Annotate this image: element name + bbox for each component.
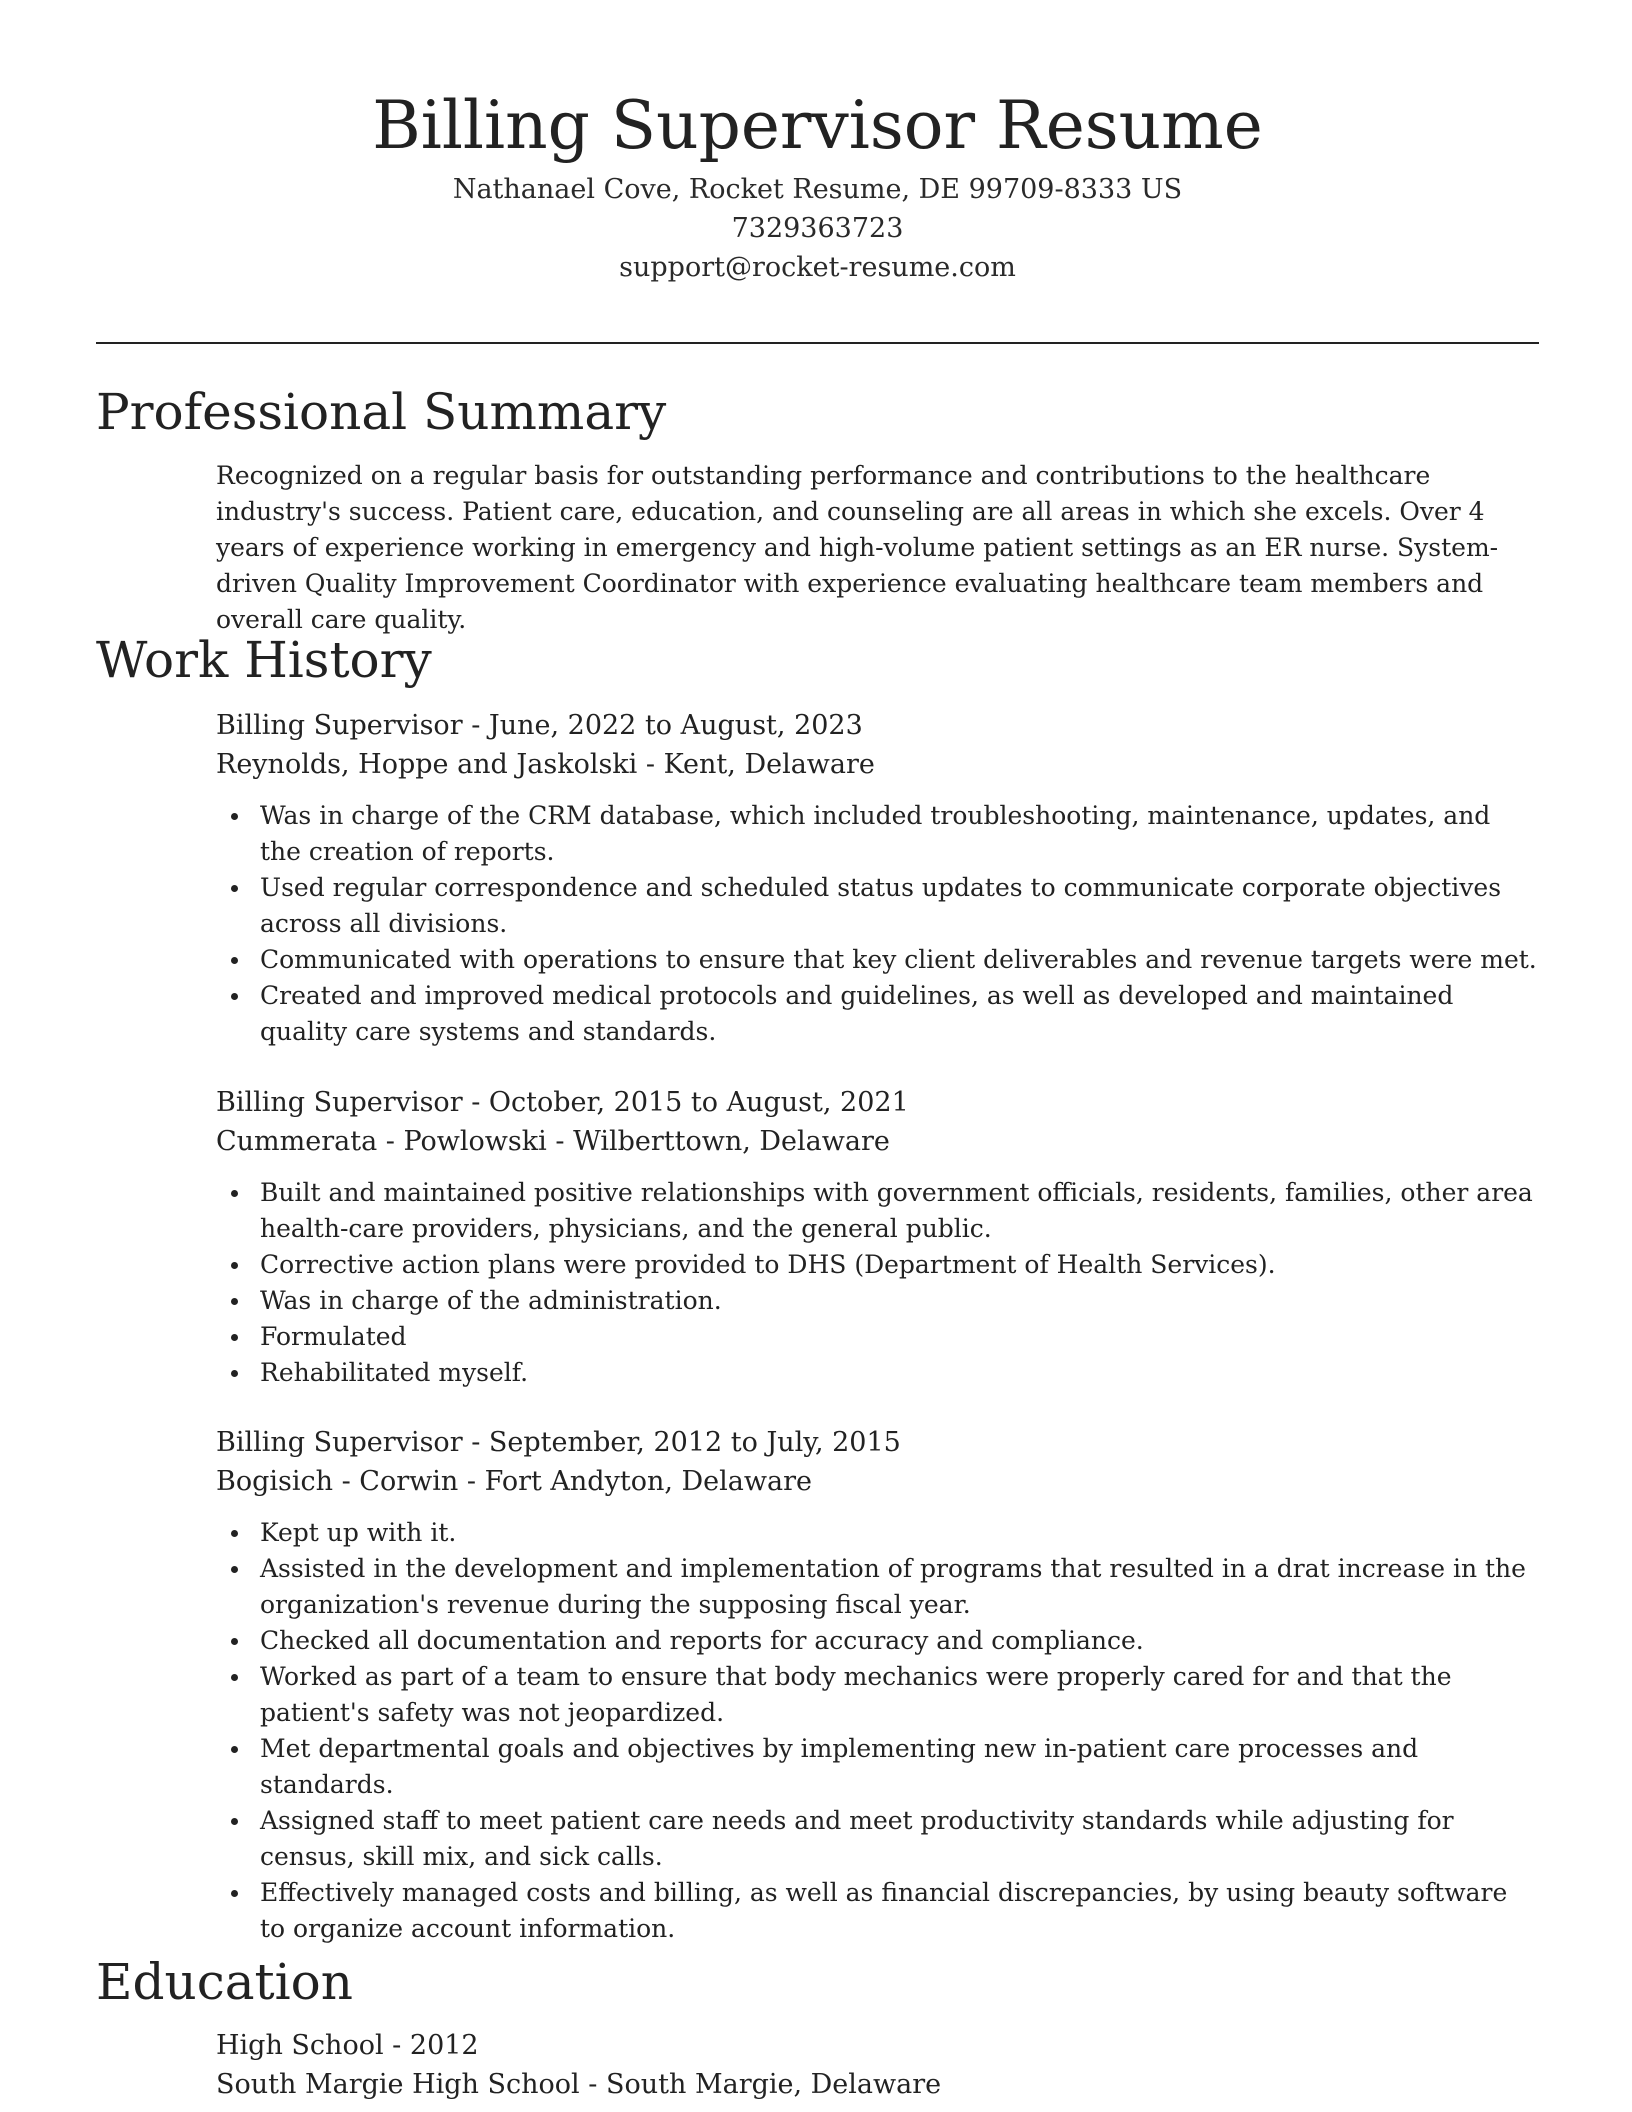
job-bullets <box>216 1175 1539 1391</box>
job-dates: June, 2022 to August, 2023 <box>488 710 863 741</box>
education-school: South Margie High School <box>216 2069 580 2100</box>
summary-text: Recognized on a regular basis for outstanding performance and contributions to the healthcare industry's success. Patient care, education, and counseling are all areas in which she excels. Over 4 years of experience working in emergency and high-volume patient settings as an ER nurse. System-driven Quality Improvement Coordinator with experience evaluating healthcare team members and overall care quality. <box>216 461 1499 634</box>
job-title-line <box>216 706 1539 745</box>
job-bullet: Used regular correspondence and scheduled status updates to communicate corporate objectives across all divisions. <box>260 870 1539 942</box>
job-bullet: Built and maintained positive relationships with government officials, residents, families, other area health-care providers, physicians, and the general public. <box>260 1175 1539 1247</box>
job-bullet: Worked as part of a team to ensure that body mechanics were properly cared for and that the patient's safety was not jeopardized. <box>260 1659 1539 1731</box>
job-title: Billing Supervisor <box>216 1427 463 1458</box>
summary-section <box>216 458 1539 638</box>
job-dates: October, 2015 to August, 2021 <box>488 1087 909 1118</box>
job-bullet: Communicated with operations to ensure that key client deliverables and revenue targets were met. <box>260 942 1539 978</box>
job-bullets <box>216 1515 1539 1947</box>
contact-phone: 7329363723 <box>731 213 904 244</box>
job-location: Fort Andyton, Delaware <box>484 1466 812 1497</box>
education-school-line <box>216 2065 1539 2104</box>
education-year: 2012 <box>409 2030 479 2061</box>
separator: - <box>458 1466 485 1497</box>
contact-email[interactable]: support@rocket-resume.com <box>619 252 1016 283</box>
job-bullet: Created and improved medical protocols and guidelines, as well as developed and maintained quality care systems and standards. <box>260 978 1539 1050</box>
separator: - <box>462 1087 489 1118</box>
job-bullet: Was in charge of the CRM database, which included troubleshooting, maintenance, updates, and the creation of reports. <box>260 798 1539 870</box>
job-bullet: Was in charge of the administration. <box>260 1283 1539 1319</box>
resume-title: Billing Supervisor Resume <box>372 87 1263 164</box>
job-bullet: Corrective action plans were provided to DHS (Department of Health Services). <box>260 1247 1539 1283</box>
job-bullet: Assisted in the development and implementation of programs that resulted in a drat increase in the organization's revenue during the supposing fiscal year. <box>260 1551 1539 1623</box>
job-title: Billing Supervisor <box>216 710 463 741</box>
separator: - <box>579 2069 606 2100</box>
education-degree: High School <box>216 2030 384 2061</box>
separator: - <box>462 710 489 741</box>
separator: - <box>462 1427 489 1458</box>
job-dates: September, 2012 to July, 2015 <box>488 1427 901 1458</box>
separator: - <box>637 749 664 780</box>
job-entry <box>216 1423 1539 1947</box>
job-company: Reynolds, Hoppe and Jaskolski <box>216 749 638 780</box>
job-bullet: Kept up with it. <box>260 1515 1539 1551</box>
job-location: Wilberttown, Delaware <box>573 1126 890 1157</box>
header-divider <box>96 342 1539 344</box>
job-bullets <box>216 798 1539 1050</box>
job-entry <box>216 706 1539 1050</box>
separator: - <box>383 2030 410 2061</box>
job-company-line <box>216 745 1539 784</box>
job-entry <box>216 1083 1539 1391</box>
job-title: Billing Supervisor <box>216 1087 463 1118</box>
job-company-line <box>216 1462 1539 1501</box>
job-bullet: Assigned staff to meet patient care needs and meet productivity standards while adjusting for census, skill mix, and sick calls. <box>260 1803 1539 1875</box>
education-entry <box>216 2026 1539 2104</box>
job-bullet: Effectively managed costs and billing, as well as financial discrepancies, by using beauty software to organize account information. <box>260 1875 1539 1947</box>
job-company-line <box>216 1122 1539 1161</box>
education-location: South Margie, Delaware <box>605 2069 942 2100</box>
summary-heading: Professional Summary <box>96 383 667 441</box>
education-degree-line <box>216 2026 1539 2065</box>
education-heading: Education <box>96 1953 353 2011</box>
contact-address: Nathanael Cove, Rocket Resume, DE 99709-8333 US <box>452 174 1183 205</box>
job-bullet: Rehabilitated myself. <box>260 1355 1539 1391</box>
job-location: Kent, Delaware <box>663 749 875 780</box>
separator: - <box>546 1126 574 1157</box>
job-bullet: Formulated <box>260 1319 1539 1355</box>
job-company: Cummerata - Powlowski <box>216 1126 547 1157</box>
contact-info <box>96 170 1539 287</box>
job-bullet: Checked all documentation and reports for accuracy and compliance. <box>260 1623 1539 1659</box>
job-title-line <box>216 1083 1539 1122</box>
resume-header <box>96 82 1539 287</box>
work-history-heading: Work History <box>96 631 432 689</box>
job-bullet: Met departmental goals and objectives by implementing new in-patient care processes and standards. <box>260 1731 1539 1803</box>
job-title-line <box>216 1423 1539 1462</box>
job-company: Bogisich - Corwin <box>216 1466 459 1497</box>
